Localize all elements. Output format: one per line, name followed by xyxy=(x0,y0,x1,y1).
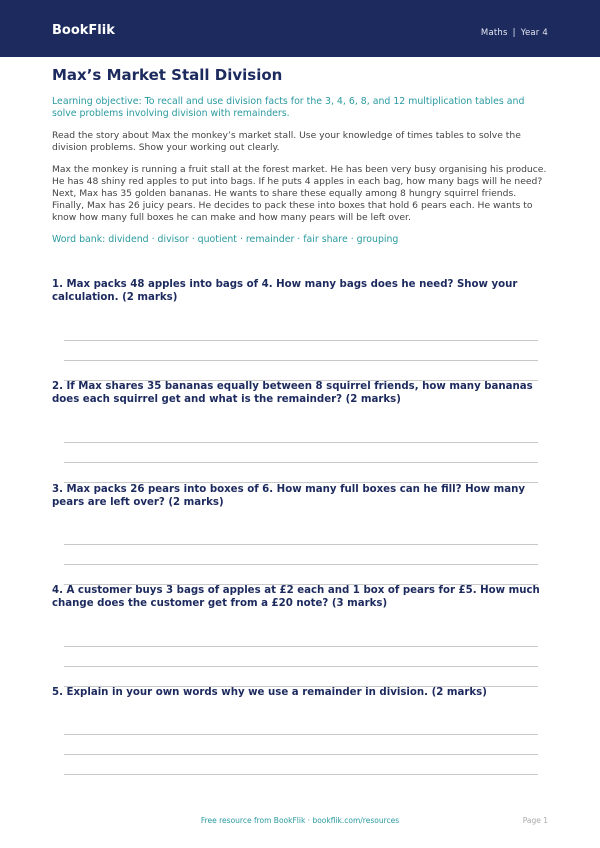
page-header xyxy=(0,0,600,57)
worksheet-body xyxy=(52,66,548,246)
answer-line[interactable] xyxy=(64,774,538,775)
footer-credit[interactable]: Free resource from BookFlik · bookflik.com/resources xyxy=(200,816,400,825)
learning-objective: Learning objective: To recall and use division facts for the 3, 4, 6, 8, and 12 multiplication tables and solve problems involving division with remainders. xyxy=(52,96,525,119)
question-block-5 xyxy=(52,686,548,699)
intro-paragraph: Read the story about Max the monkey’s market stall. Use your knowledge of times tables to solve the division problems. Show your working out clearly. xyxy=(52,130,521,153)
answer-line[interactable] xyxy=(64,734,538,735)
answer-line[interactable] xyxy=(64,564,538,565)
brand-logo-text: BookFlik xyxy=(52,23,115,38)
question-text: 5. Explain in your own words why we use a remainder in division. (2 marks) xyxy=(52,687,487,698)
answer-line[interactable] xyxy=(64,646,538,647)
question-text: 2. If Max shares 35 bananas equally between 8 squirrel friends, how many bananas does each squirrel get and what is the remainder? (2 marks) xyxy=(52,381,533,405)
header-meta xyxy=(481,28,548,38)
answer-line[interactable] xyxy=(64,360,538,361)
answer-line[interactable] xyxy=(64,544,538,545)
page-title: Max’s Market Stall Division xyxy=(52,66,283,84)
year-label: Year 4 xyxy=(520,28,548,38)
answer-line[interactable] xyxy=(64,442,538,443)
story-paragraph: Max the monkey is running a fruit stall at the forest market. He has been very busy organising his produce. He has 48 shiny red apples to put into bags. If he puts 4 apples in each bag, how many bags will he need? Next, Max has 35 golden bananas. He wants to share these equally among 8 hungry squirrel friends. Finally, Max has 26 juicy pears. He decides to pack these into boxes that hold 6 pears each. He wants to know how many full boxes he can make and how many pears will be left over. xyxy=(52,164,547,223)
question-block-3 xyxy=(52,483,548,509)
answer-line[interactable] xyxy=(64,340,538,341)
question-text: 3. Max packs 26 pears into boxes of 6. How many full boxes can he fill? How many pears are left over? (2 marks) xyxy=(52,484,525,508)
answer-line[interactable] xyxy=(64,666,538,667)
question-block-4 xyxy=(52,584,548,610)
answer-line[interactable] xyxy=(64,462,538,463)
answer-line[interactable] xyxy=(64,754,538,755)
question-block-1 xyxy=(52,278,548,304)
word-bank: Word bank: dividend · divisor · quotient · remainder · fair share · grouping xyxy=(52,234,399,245)
question-text: 1. Max packs 48 apples into bags of 4. How many bags does he need? Show your calculation. (2 marks) xyxy=(52,279,518,303)
meta-separator: | xyxy=(512,28,516,38)
question-block-2 xyxy=(52,380,548,406)
page-number: Page 1 xyxy=(522,816,548,825)
question-text: 4. A customer buys 3 bags of apples at £2 each and 1 box of pears for £5. How much change does the customer get from a £20 note? (3 marks) xyxy=(52,585,540,609)
subject-label: Maths xyxy=(480,28,508,38)
